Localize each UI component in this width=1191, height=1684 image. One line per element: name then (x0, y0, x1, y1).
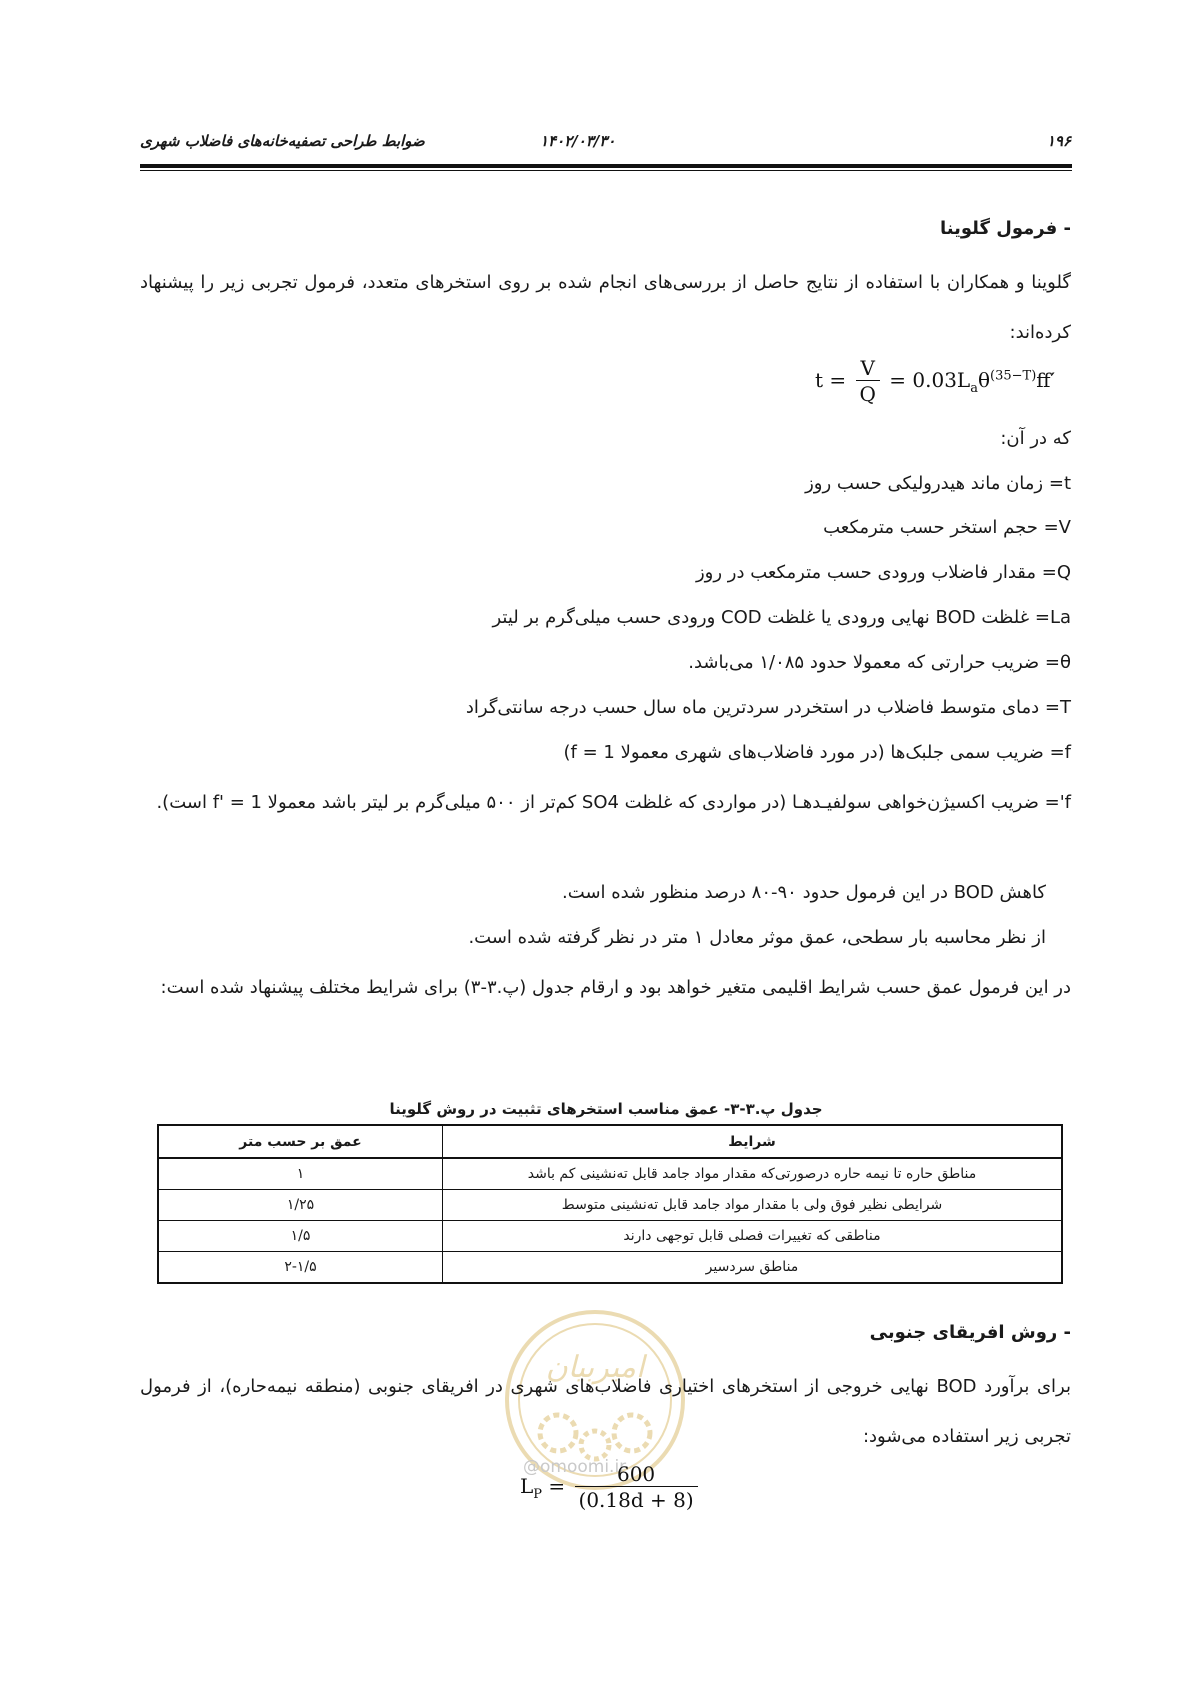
table-caption: جدول پ.۳-۳- عمق مناسب استخرهای تثبیت در روش گلوینا (389, 1100, 823, 1118)
def-text: = ضریب حرارتی که معمولا حدود ۱/۰۸۵ می‌باشد. (688, 652, 1060, 673)
section-heading-south-africa: - روش افریقای جنوبی (869, 1322, 1071, 1343)
note-bod-reduction: کاهش BOD در این فرمول حدود ۹۰-۸۰ درصد منظور شده است. (562, 882, 1046, 903)
def-text: = مقدار فاضلاب ورودی حسب مترمکعب در روز (695, 562, 1057, 583)
page-number: ۱۹۶ (1046, 132, 1071, 150)
table-header-row (158, 1125, 1062, 1158)
formula-numerator: V (856, 356, 880, 381)
formula-rhs: = 0.03L (889, 368, 971, 392)
south-africa-intro: برای برآورد BOD نهایی خروجی از استخرهای اختیاری فاضلاب‌های شهری در افریقای جنوبی (منطقه نیمه‌حاره)، از فرمول تجربی زیر استفاده می‌شود: (140, 1376, 1071, 1447)
def-symbol: La (1049, 607, 1071, 628)
def-text: = غلظت BOD نهایی ورودی یا غلظت COD ورودی حسب میلی‌گرم بر لیتر (492, 607, 1050, 628)
formula2-lhs: L (520, 1474, 534, 1498)
definition-f-prime (140, 778, 1071, 828)
formula2-sub: P (533, 1487, 543, 1502)
formula-lhs: t = (815, 368, 847, 392)
def-symbol: θ (1059, 652, 1071, 673)
def-text: = ضریب سمی جلبک‌ها (در مورد فاضلاب‌های شهری معمولا f = 1) (563, 742, 1065, 763)
intro-paragraph: گلوینا و همکاران با استفاده از نتایج حاصل از بررسی‌های انجام شده بر روی استخرهای متعدد، فرمول تجربی زیر را پیشنهاد کرده‌اند: (140, 272, 1071, 343)
definition-t (805, 473, 1071, 494)
def-text: = زمان ماند هیدرولیکی حسب روز (805, 473, 1064, 494)
formula2-numerator: 600 (575, 1462, 698, 1487)
note-effective-depth: از نظر محاسبه بار سطحی، عمق موثر معادل ۱ متر در نظر گرفته شده است. (468, 927, 1046, 948)
table-row (158, 1158, 1062, 1190)
south-africa-formula (520, 1462, 701, 1513)
cell-condition: مناطق سردسیر (443, 1252, 1063, 1284)
def-text: = ضریب اکسیژن‌خواهی سولفیـدهـا (در مواردی که غلظت SO4 کم‌تر از ۵۰۰ میلی‌گرم بر لیتر باشد معمولا f' = 1 است). (156, 792, 1060, 813)
glovina-formula (815, 356, 1055, 407)
cell-condition: شرایطی نظیر فوق ولی با مقدار مواد جامد قابل ته‌نشینی متوسط (443, 1190, 1063, 1221)
header-rule (140, 164, 1072, 168)
header-rule-thin (140, 170, 1072, 171)
section-heading-glovina: - فرمول گلوینا (939, 218, 1071, 239)
table-row (158, 1190, 1062, 1221)
def-symbol: Q (1056, 562, 1071, 583)
book-title: ضوابط طراحی تصفیه‌خانه‌های فاضلاب شهری (140, 132, 425, 150)
def-symbol: t (1063, 473, 1071, 494)
formula-exponent: (35−T) (990, 368, 1037, 384)
definition-q (696, 562, 1071, 583)
cell-condition: مناطق حاره تا نیمه حاره درصورتی‌که مقدار مواد جامد قابل ته‌نشینی کم باشد (443, 1158, 1063, 1190)
def-symbol: f' (1059, 792, 1071, 813)
def-symbol: T (1060, 697, 1071, 718)
header-date: ۱۴۰۲/۰۳/۳۰ (540, 132, 616, 150)
where-label: که در آن: (1000, 428, 1071, 449)
cell-depth: ۱ (158, 1158, 443, 1190)
definition-v (823, 517, 1071, 538)
note-depth-table: در این فرمول عمق حسب شرایط اقلیمی متغیر خواهد بود و ارقام جدول (پ.۳-۳) برای شرایط مختلف پیشنهاد شده است: (160, 977, 1071, 998)
depth-table (157, 1124, 1063, 1284)
cell-depth: ۲-۱/۵ (158, 1252, 443, 1284)
def-symbol: V (1058, 517, 1071, 538)
def-text: = حجم استخر حسب مترمکعب (823, 517, 1059, 538)
formula-fraction (856, 356, 880, 407)
def-symbol: f (1064, 742, 1071, 763)
cell-condition: مناطقی که تغییرات فصلی قابل توجهی دارند (443, 1221, 1063, 1252)
formula2-eq: = (548, 1474, 566, 1498)
watermark-site: @omoomi.ir (523, 1457, 627, 1477)
cell-depth: ۱/۲۵ (158, 1190, 443, 1221)
cell-depth: ۱/۵ (158, 1221, 443, 1252)
definition-la (492, 607, 1071, 628)
formula-sub: a (970, 381, 978, 396)
formula-tail: ff′ (1036, 368, 1056, 392)
definition-temp (466, 697, 1071, 718)
formula-theta: θ (977, 368, 991, 392)
header-depth: عمق بر حسب متر (158, 1125, 443, 1158)
table-row (158, 1252, 1062, 1284)
formula2-denominator: (0.18d + 8) (578, 1488, 694, 1512)
header-conditions: شرایط (443, 1125, 1063, 1158)
formula2-fraction (575, 1462, 698, 1513)
def-text: = دمای متوسط فاضلاب در استخردر سردترین ماه سال حسب درجه سانتی‌گراد (465, 697, 1060, 718)
definition-f (564, 742, 1071, 763)
watermark-logo-text: امیربیان (545, 1350, 645, 1385)
definition-theta (688, 652, 1071, 673)
table-row (158, 1221, 1062, 1252)
formula-denominator: Q (859, 382, 876, 406)
